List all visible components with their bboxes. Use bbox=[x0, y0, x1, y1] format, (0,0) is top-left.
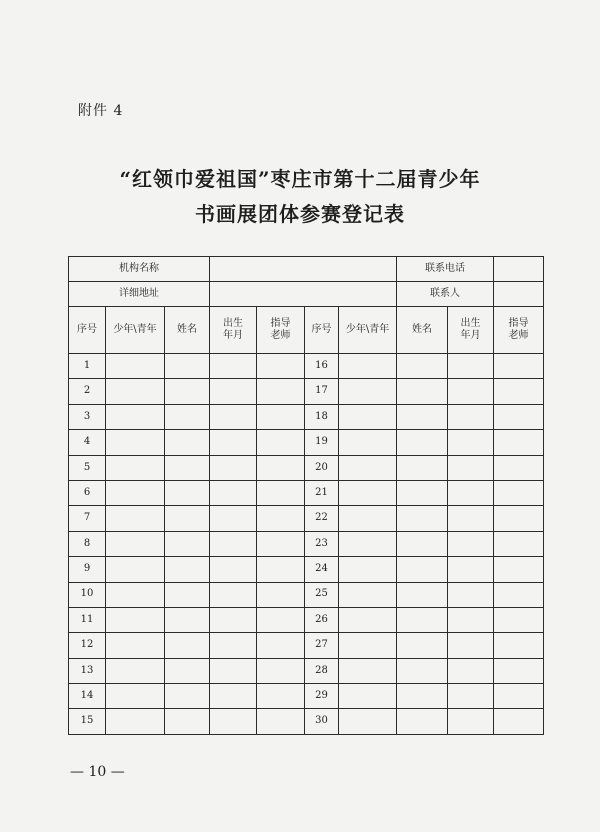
name-cell[interactable] bbox=[397, 531, 448, 556]
registration-table bbox=[68, 256, 544, 735]
name-cell[interactable] bbox=[165, 379, 210, 404]
name-cell[interactable] bbox=[165, 557, 210, 582]
row-seq-left: 10 bbox=[69, 582, 106, 607]
name-cell[interactable] bbox=[397, 658, 448, 683]
birth-cell[interactable] bbox=[448, 684, 494, 709]
teacher-cell[interactable] bbox=[257, 480, 305, 505]
form-title-line-2: 书画展团体参赛登记表 bbox=[195, 202, 405, 226]
group-cell[interactable] bbox=[106, 658, 165, 683]
birth-cell[interactable] bbox=[448, 557, 494, 582]
teacher-cell[interactable] bbox=[494, 430, 544, 455]
table-row bbox=[69, 531, 544, 556]
name-cell[interactable] bbox=[165, 430, 210, 455]
row-seq-right: 26 bbox=[305, 607, 339, 632]
table-row bbox=[69, 607, 544, 632]
birth-cell[interactable] bbox=[210, 607, 257, 632]
table-row bbox=[69, 404, 544, 429]
birth-cell[interactable] bbox=[448, 582, 494, 607]
birth-header-right-line1: 出生 bbox=[460, 317, 481, 329]
teacher-cell[interactable] bbox=[494, 480, 544, 505]
teacher-cell[interactable] bbox=[257, 354, 305, 379]
teacher-cell[interactable] bbox=[257, 379, 305, 404]
group-cell[interactable] bbox=[106, 354, 165, 379]
teacher-cell[interactable] bbox=[494, 379, 544, 404]
birth-cell[interactable] bbox=[448, 379, 494, 404]
group-cell[interactable] bbox=[339, 354, 397, 379]
row-seq-left: 4 bbox=[69, 430, 106, 455]
teacher-cell[interactable] bbox=[257, 582, 305, 607]
teacher-cell[interactable] bbox=[494, 531, 544, 556]
group-cell[interactable] bbox=[339, 531, 397, 556]
seq-header: 序号 bbox=[69, 307, 106, 354]
name-cell[interactable] bbox=[397, 633, 448, 658]
birth-cell[interactable] bbox=[210, 455, 257, 480]
table-row bbox=[69, 557, 544, 582]
name-cell[interactable] bbox=[165, 455, 210, 480]
row-seq-right: 29 bbox=[305, 684, 339, 709]
group-cell[interactable] bbox=[339, 684, 397, 709]
table-row bbox=[69, 633, 544, 658]
teacher-cell[interactable] bbox=[257, 404, 305, 429]
group-cell[interactable] bbox=[106, 557, 165, 582]
group-header-right: 少年\青年 bbox=[339, 307, 397, 354]
birth-cell[interactable] bbox=[210, 658, 257, 683]
birth-cell[interactable] bbox=[210, 582, 257, 607]
birth-cell[interactable] bbox=[448, 455, 494, 480]
table-row bbox=[69, 582, 544, 607]
row-seq-right: 30 bbox=[305, 709, 339, 734]
name-cell[interactable] bbox=[397, 506, 448, 531]
name-cell[interactable] bbox=[165, 480, 210, 505]
birth-cell[interactable] bbox=[210, 430, 257, 455]
table-row bbox=[69, 658, 544, 683]
teacher-cell[interactable] bbox=[257, 531, 305, 556]
birth-cell[interactable] bbox=[448, 709, 494, 734]
birth-cell[interactable] bbox=[448, 531, 494, 556]
birth-header-right bbox=[448, 307, 494, 354]
row-seq-right: 17 bbox=[305, 379, 339, 404]
name-cell[interactable] bbox=[165, 506, 210, 531]
name-cell[interactable] bbox=[397, 404, 448, 429]
teacher-header bbox=[257, 307, 305, 354]
birth-cell[interactable] bbox=[448, 354, 494, 379]
row-seq-right: 24 bbox=[305, 557, 339, 582]
group-cell[interactable] bbox=[106, 480, 165, 505]
teacher-cell[interactable] bbox=[257, 455, 305, 480]
birth-cell[interactable] bbox=[210, 531, 257, 556]
group-cell[interactable] bbox=[106, 430, 165, 455]
row-seq-right: 22 bbox=[305, 506, 339, 531]
group-cell[interactable] bbox=[339, 379, 397, 404]
row-seq-left: 5 bbox=[69, 455, 106, 480]
birth-cell[interactable] bbox=[210, 404, 257, 429]
name-cell[interactable] bbox=[397, 430, 448, 455]
row-seq-left: 12 bbox=[69, 633, 106, 658]
row-seq-right: 20 bbox=[305, 455, 339, 480]
birth-cell[interactable] bbox=[210, 354, 257, 379]
teacher-header-right-line1: 指导 bbox=[508, 317, 529, 329]
teacher-cell[interactable] bbox=[494, 684, 544, 709]
row-seq-left: 13 bbox=[69, 658, 106, 683]
group-cell[interactable] bbox=[339, 633, 397, 658]
row-seq-right: 21 bbox=[305, 480, 339, 505]
name-cell[interactable] bbox=[165, 354, 210, 379]
row-seq-right: 28 bbox=[305, 658, 339, 683]
table-row bbox=[69, 506, 544, 531]
name-cell[interactable] bbox=[397, 709, 448, 734]
teacher-cell[interactable] bbox=[494, 455, 544, 480]
row-seq-left: 6 bbox=[69, 480, 106, 505]
group-cell[interactable] bbox=[339, 709, 397, 734]
group-cell[interactable] bbox=[339, 455, 397, 480]
group-cell[interactable] bbox=[339, 480, 397, 505]
row-seq-right: 19 bbox=[305, 430, 339, 455]
name-cell[interactable] bbox=[397, 354, 448, 379]
name-cell[interactable] bbox=[165, 658, 210, 683]
seq-header-right: 序号 bbox=[305, 307, 339, 354]
birth-cell[interactable] bbox=[448, 430, 494, 455]
form-title-line-1: “红领巾爱祖国”枣庄市第十二届青少年 bbox=[119, 167, 481, 191]
row-seq-left: 15 bbox=[69, 709, 106, 734]
row-seq-left: 8 bbox=[69, 531, 106, 556]
teacher-cell[interactable] bbox=[257, 709, 305, 734]
name-cell[interactable] bbox=[397, 684, 448, 709]
org-name-label: 机构名称 bbox=[69, 257, 210, 282]
group-cell[interactable] bbox=[339, 557, 397, 582]
name-cell[interactable] bbox=[397, 607, 448, 632]
table-row bbox=[69, 354, 544, 379]
name-cell[interactable] bbox=[165, 531, 210, 556]
row-seq-right: 23 bbox=[305, 531, 339, 556]
table-row bbox=[69, 379, 544, 404]
group-cell[interactable] bbox=[106, 607, 165, 632]
name-cell[interactable] bbox=[165, 633, 210, 658]
birth-cell[interactable] bbox=[448, 506, 494, 531]
row-seq-right: 25 bbox=[305, 582, 339, 607]
group-cell[interactable] bbox=[339, 658, 397, 683]
group-cell[interactable] bbox=[339, 607, 397, 632]
column-header-row bbox=[69, 307, 544, 354]
group-cell[interactable] bbox=[106, 506, 165, 531]
row-seq-right: 16 bbox=[305, 354, 339, 379]
group-cell[interactable] bbox=[106, 709, 165, 734]
row-seq-left: 11 bbox=[69, 607, 106, 632]
group-cell[interactable] bbox=[106, 531, 165, 556]
name-cell[interactable] bbox=[165, 404, 210, 429]
teacher-cell[interactable] bbox=[494, 582, 544, 607]
teacher-cell[interactable] bbox=[494, 506, 544, 531]
birth-header-line1: 出生 bbox=[223, 317, 244, 329]
group-cell[interactable] bbox=[339, 582, 397, 607]
teacher-cell[interactable] bbox=[494, 709, 544, 734]
name-cell[interactable] bbox=[165, 607, 210, 632]
address-field[interactable] bbox=[210, 282, 397, 307]
birth-cell[interactable] bbox=[210, 506, 257, 531]
contact-field[interactable] bbox=[494, 282, 544, 307]
teacher-cell[interactable] bbox=[494, 607, 544, 632]
group-cell[interactable] bbox=[339, 404, 397, 429]
teacher-cell[interactable] bbox=[257, 658, 305, 683]
birth-cell[interactable] bbox=[210, 379, 257, 404]
birth-header-right-line2: 年月 bbox=[460, 330, 481, 341]
row-seq-left: 1 bbox=[69, 354, 106, 379]
teacher-cell[interactable] bbox=[494, 658, 544, 683]
teacher-header-right-line2: 老师 bbox=[508, 330, 529, 341]
row-seq-right: 27 bbox=[305, 633, 339, 658]
name-cell[interactable] bbox=[397, 557, 448, 582]
name-cell[interactable] bbox=[165, 709, 210, 734]
group-cell[interactable] bbox=[106, 404, 165, 429]
group-cell[interactable] bbox=[339, 430, 397, 455]
teacher-cell[interactable] bbox=[257, 633, 305, 658]
row-seq-left: 7 bbox=[69, 506, 106, 531]
teacher-cell[interactable] bbox=[257, 430, 305, 455]
teacher-cell[interactable] bbox=[257, 506, 305, 531]
birth-cell[interactable] bbox=[210, 557, 257, 582]
address-label: 详细地址 bbox=[69, 282, 210, 307]
birth-cell[interactable] bbox=[210, 684, 257, 709]
phone-field[interactable] bbox=[494, 257, 544, 282]
name-cell[interactable] bbox=[165, 684, 210, 709]
group-cell[interactable] bbox=[106, 633, 165, 658]
row-seq-left: 2 bbox=[69, 379, 106, 404]
address-info-row bbox=[69, 282, 544, 307]
attachment-label: 附件 4 bbox=[78, 103, 124, 119]
group-cell[interactable] bbox=[106, 582, 165, 607]
teacher-header-right bbox=[494, 307, 544, 354]
group-cell[interactable] bbox=[106, 379, 165, 404]
group-cell[interactable] bbox=[339, 506, 397, 531]
teacher-cell[interactable] bbox=[257, 607, 305, 632]
name-cell[interactable] bbox=[397, 582, 448, 607]
teacher-cell[interactable] bbox=[494, 557, 544, 582]
name-cell[interactable] bbox=[397, 455, 448, 480]
phone-label: 联系电话 bbox=[397, 257, 494, 282]
name-cell[interactable] bbox=[165, 582, 210, 607]
name-header-right: 姓名 bbox=[397, 307, 448, 354]
teacher-cell[interactable] bbox=[494, 633, 544, 658]
name-cell[interactable] bbox=[397, 480, 448, 505]
teacher-cell[interactable] bbox=[494, 404, 544, 429]
teacher-header-line2: 老师 bbox=[270, 330, 291, 341]
birth-cell[interactable] bbox=[210, 480, 257, 505]
table-row bbox=[69, 709, 544, 734]
group-header: 少年\青年 bbox=[106, 307, 165, 354]
birth-cell[interactable] bbox=[448, 658, 494, 683]
row-seq-left: 14 bbox=[69, 684, 106, 709]
birth-cell[interactable] bbox=[448, 633, 494, 658]
table-row bbox=[69, 684, 544, 709]
birth-header bbox=[210, 307, 257, 354]
teacher-header-line1: 指导 bbox=[270, 317, 291, 329]
teacher-cell[interactable] bbox=[494, 354, 544, 379]
row-seq-right: 18 bbox=[305, 404, 339, 429]
row-seq-left: 9 bbox=[69, 557, 106, 582]
name-header: 姓名 bbox=[165, 307, 210, 354]
birth-header-line2: 年月 bbox=[223, 330, 244, 341]
birth-cell[interactable] bbox=[210, 709, 257, 734]
birth-cell[interactable] bbox=[448, 480, 494, 505]
page-number: — 10 — bbox=[70, 764, 125, 780]
contact-label: 联系人 bbox=[397, 282, 494, 307]
table-row bbox=[69, 430, 544, 455]
teacher-cell[interactable] bbox=[257, 684, 305, 709]
name-cell[interactable] bbox=[397, 379, 448, 404]
row-seq-left: 3 bbox=[69, 404, 106, 429]
table-row bbox=[69, 480, 544, 505]
org-info-row bbox=[69, 257, 544, 282]
group-cell[interactable] bbox=[106, 455, 165, 480]
group-cell[interactable] bbox=[106, 684, 165, 709]
birth-cell[interactable] bbox=[210, 633, 257, 658]
org-name-field[interactable] bbox=[210, 257, 397, 282]
birth-cell[interactable] bbox=[448, 607, 494, 632]
table-row bbox=[69, 455, 544, 480]
teacher-cell[interactable] bbox=[257, 557, 305, 582]
birth-cell[interactable] bbox=[448, 404, 494, 429]
